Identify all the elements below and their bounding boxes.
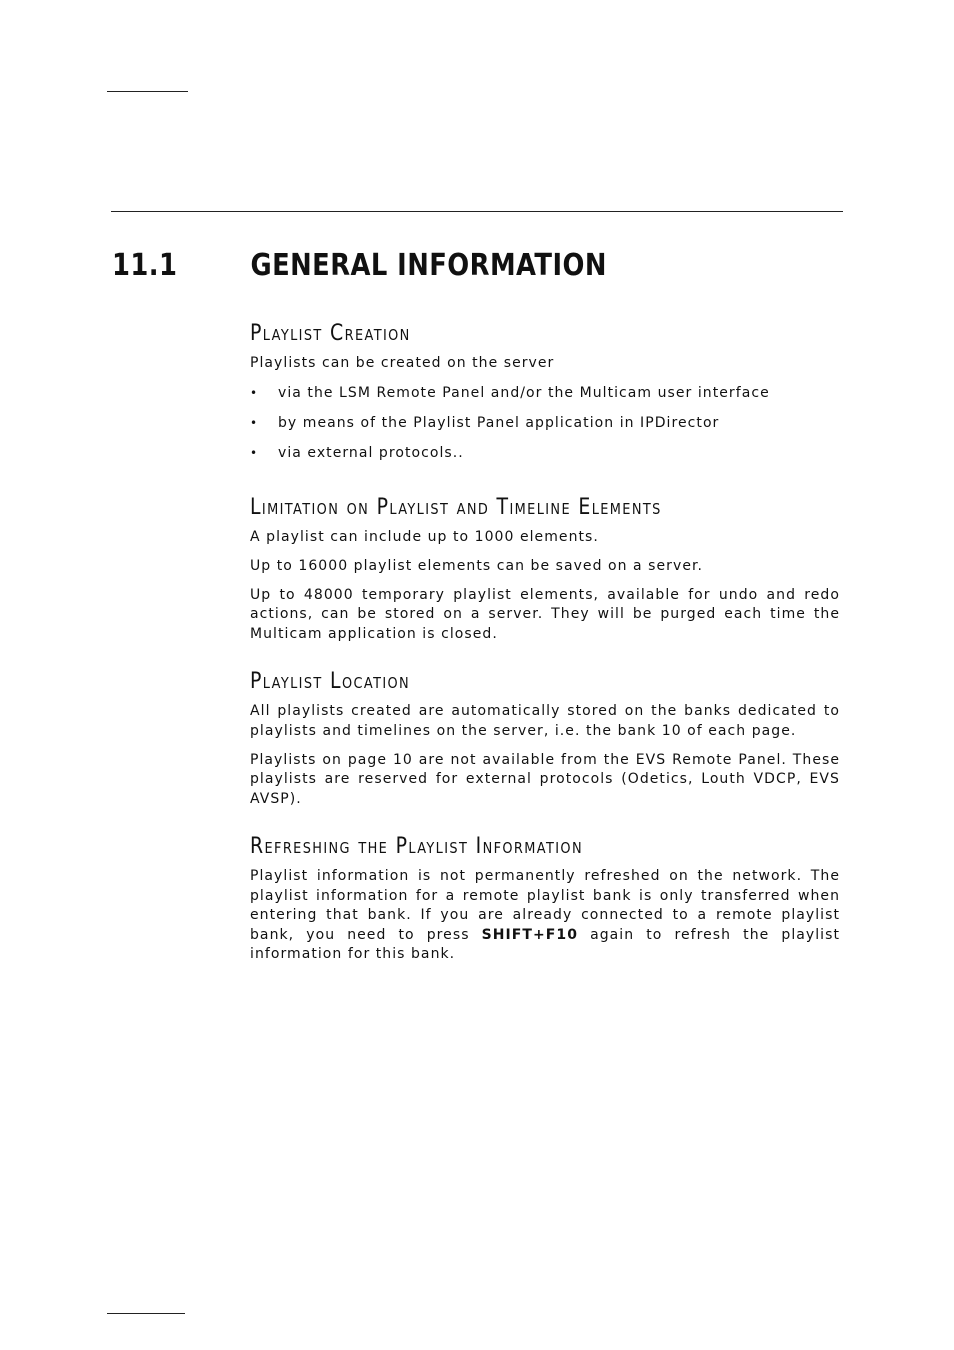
section-heading: Limitation on Playlist and Timeline Elements xyxy=(250,494,662,520)
paragraph: A playlist can include up to 1000 elements. xyxy=(250,528,599,545)
paragraph: Playlists can be created on the server xyxy=(250,355,555,371)
bullet-icon: • xyxy=(250,446,259,460)
bullet-icon: • xyxy=(250,386,259,400)
bullet-icon: • xyxy=(250,416,259,430)
section-heading: Playlist Creation xyxy=(250,321,411,346)
chapter-rule xyxy=(111,211,843,212)
paragraph: All playlists created are automatically stored on the banks dedicated to playlists and timelines on the server, i.e. the bank 10 of each page. xyxy=(250,703,840,739)
footer-rule xyxy=(107,1313,185,1314)
bullet-list xyxy=(250,384,840,464)
paragraph: Playlist information is not permanently refreshed on the network. The playlist information for a remote playlist bank is only transferred when entering that bank. If you are already connected to a remote playlist bank, you need to press SHIFT+F10 again to refresh the playlist information for this bank. xyxy=(250,868,840,962)
paragraph: Up to 16000 playlist elements can be saved on a server. xyxy=(250,557,704,574)
header-rule xyxy=(107,91,188,92)
chapter-number: 11.1 xyxy=(112,248,178,283)
section-heading: Refreshing the Playlist Information xyxy=(250,834,583,859)
list-item: • via external protocols.. xyxy=(250,444,840,464)
section-playlist-creation xyxy=(250,318,840,464)
chapter-title xyxy=(112,248,607,283)
paragraph: Up to 48000 temporary playlist elements, available for undo and redo actions, can be stored on a server. They will be purged each time the Multicam application is closed. xyxy=(250,586,840,642)
keyboard-shortcut: SHIFT+F10 xyxy=(481,926,578,943)
paragraph: Playlists on page 10 are not available from the EVS Remote Panel. These playlists are reserved for external protocols (Odetics, Louth VDCP, EVS AVSP). xyxy=(250,751,840,807)
chapter-title-text: GENERAL INFORMATION xyxy=(250,248,607,283)
section-playlist-location xyxy=(250,666,840,809)
section-refreshing xyxy=(250,831,840,965)
section-heading: Playlist Location xyxy=(250,669,411,694)
section-limitation xyxy=(250,492,840,645)
document-body xyxy=(250,318,840,965)
list-item: • by means of the Playlist Panel application in IPDirector xyxy=(250,414,840,434)
list-item: • via the LSM Remote Panel and/or the Multicam user interface xyxy=(250,384,840,404)
